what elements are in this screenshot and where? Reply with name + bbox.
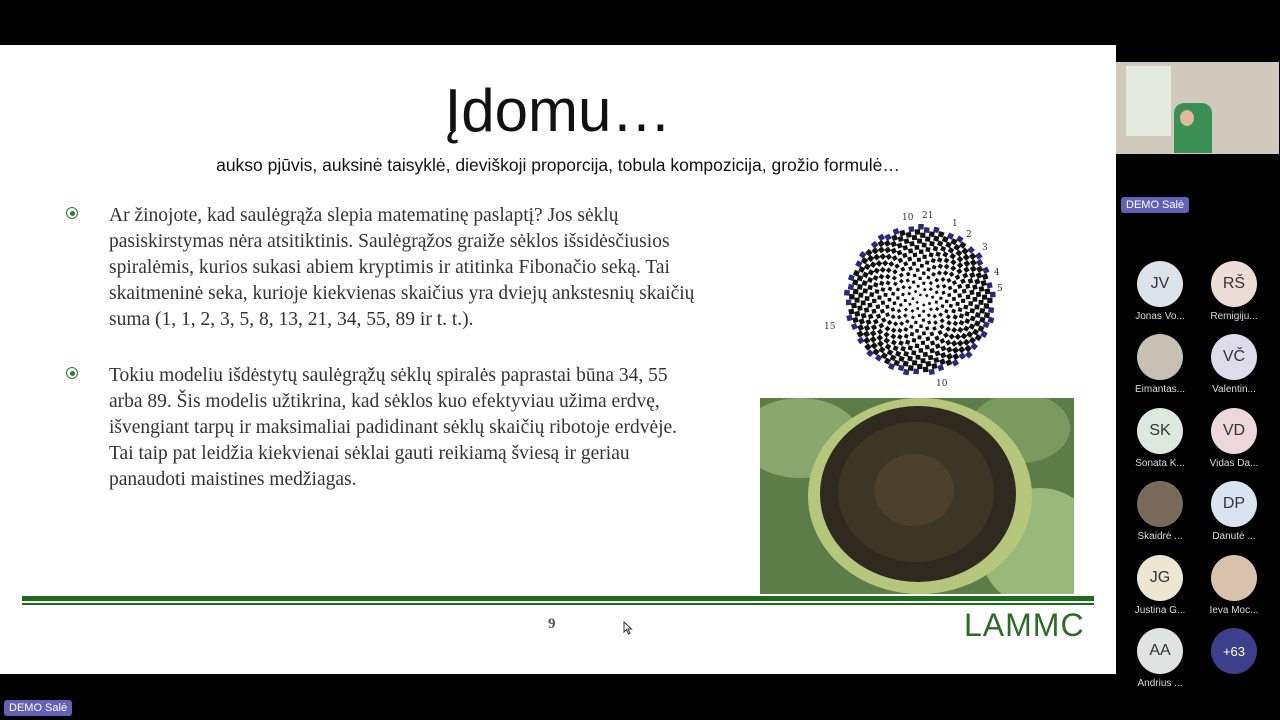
participant-tile[interactable] (1202, 555, 1266, 616)
participant-avatar: VČ (1211, 334, 1257, 380)
bullet-text: Ar žinojote, kad saulėgrąža slepia matematinę paslaptį? Jos sėklų pasiskirstymas nėra atsitiktinis. Saulėgrąžos graiže sėklos išsidėsčiusios spiralėmis, kurios sukasi abiem kryptimis ir atitinka Fibonačio seką. Tai skaitmeninė seka, kurioje kiekvienas skaičius yra dviejų ankstesnių skaičių suma (1, 1, 2, 3, 5, 8, 13, 21, 34, 55, 89 ir t. t.). (109, 205, 695, 330)
bullet-item (66, 363, 706, 493)
participant-tile[interactable] (1202, 334, 1266, 395)
video-projector-screen (1126, 66, 1171, 136)
mouse-cursor-icon (623, 621, 633, 635)
participant-tile[interactable] (1202, 408, 1266, 469)
participant-tile[interactable] (1128, 334, 1192, 395)
participant-avatar (1211, 555, 1257, 601)
more-participants-count: +63 (1211, 628, 1257, 674)
bullet-text: Tokiu modeliu išdėstytų saulėgrąžų sėklų spiralės paprastai būna 34, 55 arba 89. Šis modelis užtikrina, kad sėklos kuo efektyviau užima erdvę, išvengiant tarpų ir maksimaliai padidinant sėklų skaičių ribotoje erdvėje. Tai taip pat leidžia kiekvienai sėklai gauti reikiamą šviesą ir geriau panaudoti maistines medžiagas. (109, 365, 678, 490)
lammc-logo: LAMMC (964, 607, 1085, 643)
diagram-label: 5 (997, 284, 1003, 294)
bullet-item (66, 203, 706, 333)
presentation-slide (0, 45, 1116, 674)
participant-tile[interactable] (1202, 261, 1266, 322)
participant-name: Eimantas... (1134, 384, 1186, 395)
participant-tile[interactable] (1202, 481, 1266, 542)
bullet-icon (66, 367, 78, 379)
sunflower-photo (760, 398, 1074, 594)
participant-avatar (1137, 334, 1183, 380)
participant-name: Remigiju... (1210, 311, 1258, 322)
page-number: 9 (548, 616, 556, 632)
diagram-label: 1 (952, 219, 958, 229)
participant-name: Danutė ... (1212, 531, 1256, 542)
room-label: DEMO Salė (1121, 197, 1189, 213)
participant-avatar: SK (1137, 408, 1183, 454)
participant-name: Skaidrė ... (1137, 531, 1183, 542)
footer-rule-thin (22, 603, 1094, 605)
video-speaker-head (1180, 110, 1194, 126)
participant-avatar: VD (1211, 408, 1257, 454)
participant-tile[interactable] (1128, 555, 1192, 616)
participant-name: Valentin... (1212, 384, 1256, 395)
participant-tile[interactable] (1128, 481, 1192, 542)
participant-tile[interactable] (1128, 628, 1192, 689)
more-participants-button[interactable] (1202, 628, 1266, 674)
participant-avatar: JG (1137, 555, 1183, 601)
diagram-label: 10 (936, 379, 948, 389)
participant-tile[interactable] (1128, 261, 1192, 322)
diagram-label: 10 (902, 213, 914, 223)
slide-title: Įdomu… (444, 77, 672, 144)
participant-tile[interactable] (1128, 408, 1192, 469)
participant-name: Vidas Da... (1209, 458, 1259, 469)
participant-avatar: DP (1211, 481, 1257, 527)
diagram-label: 2 (966, 230, 972, 240)
participant-avatar: RŠ (1211, 261, 1257, 307)
diagram-label: 21 (922, 211, 934, 221)
participant-name: Sonata K... (1135, 458, 1185, 469)
participant-avatar (1137, 481, 1183, 527)
bullet-icon (66, 207, 78, 219)
diagram-label: 15 (824, 322, 836, 332)
video-speaker-figure (1174, 103, 1212, 153)
participant-name: Andrius ... (1137, 678, 1183, 689)
diagram-label: 4 (994, 268, 1000, 278)
participant-name: Jonas Vo... (1135, 311, 1185, 322)
sunflower-spiral-diagram (820, 210, 1020, 390)
participant-avatar: AA (1137, 628, 1183, 674)
participant-name: Ieva Moc... (1209, 605, 1259, 616)
participant-name: Justina G... (1134, 605, 1186, 616)
footer-rule (22, 596, 1094, 601)
participant-avatar: JV (1137, 261, 1183, 307)
slide-subtitle: aukso pjūvis, auksinė taisyklė, dieviškoji proporcija, tobula kompozicija, grožio formulė… (216, 155, 900, 175)
diagram-label: 3 (982, 243, 988, 253)
bottom-room-label: DEMO Salė (4, 700, 72, 716)
seed-pattern (844, 224, 996, 375)
